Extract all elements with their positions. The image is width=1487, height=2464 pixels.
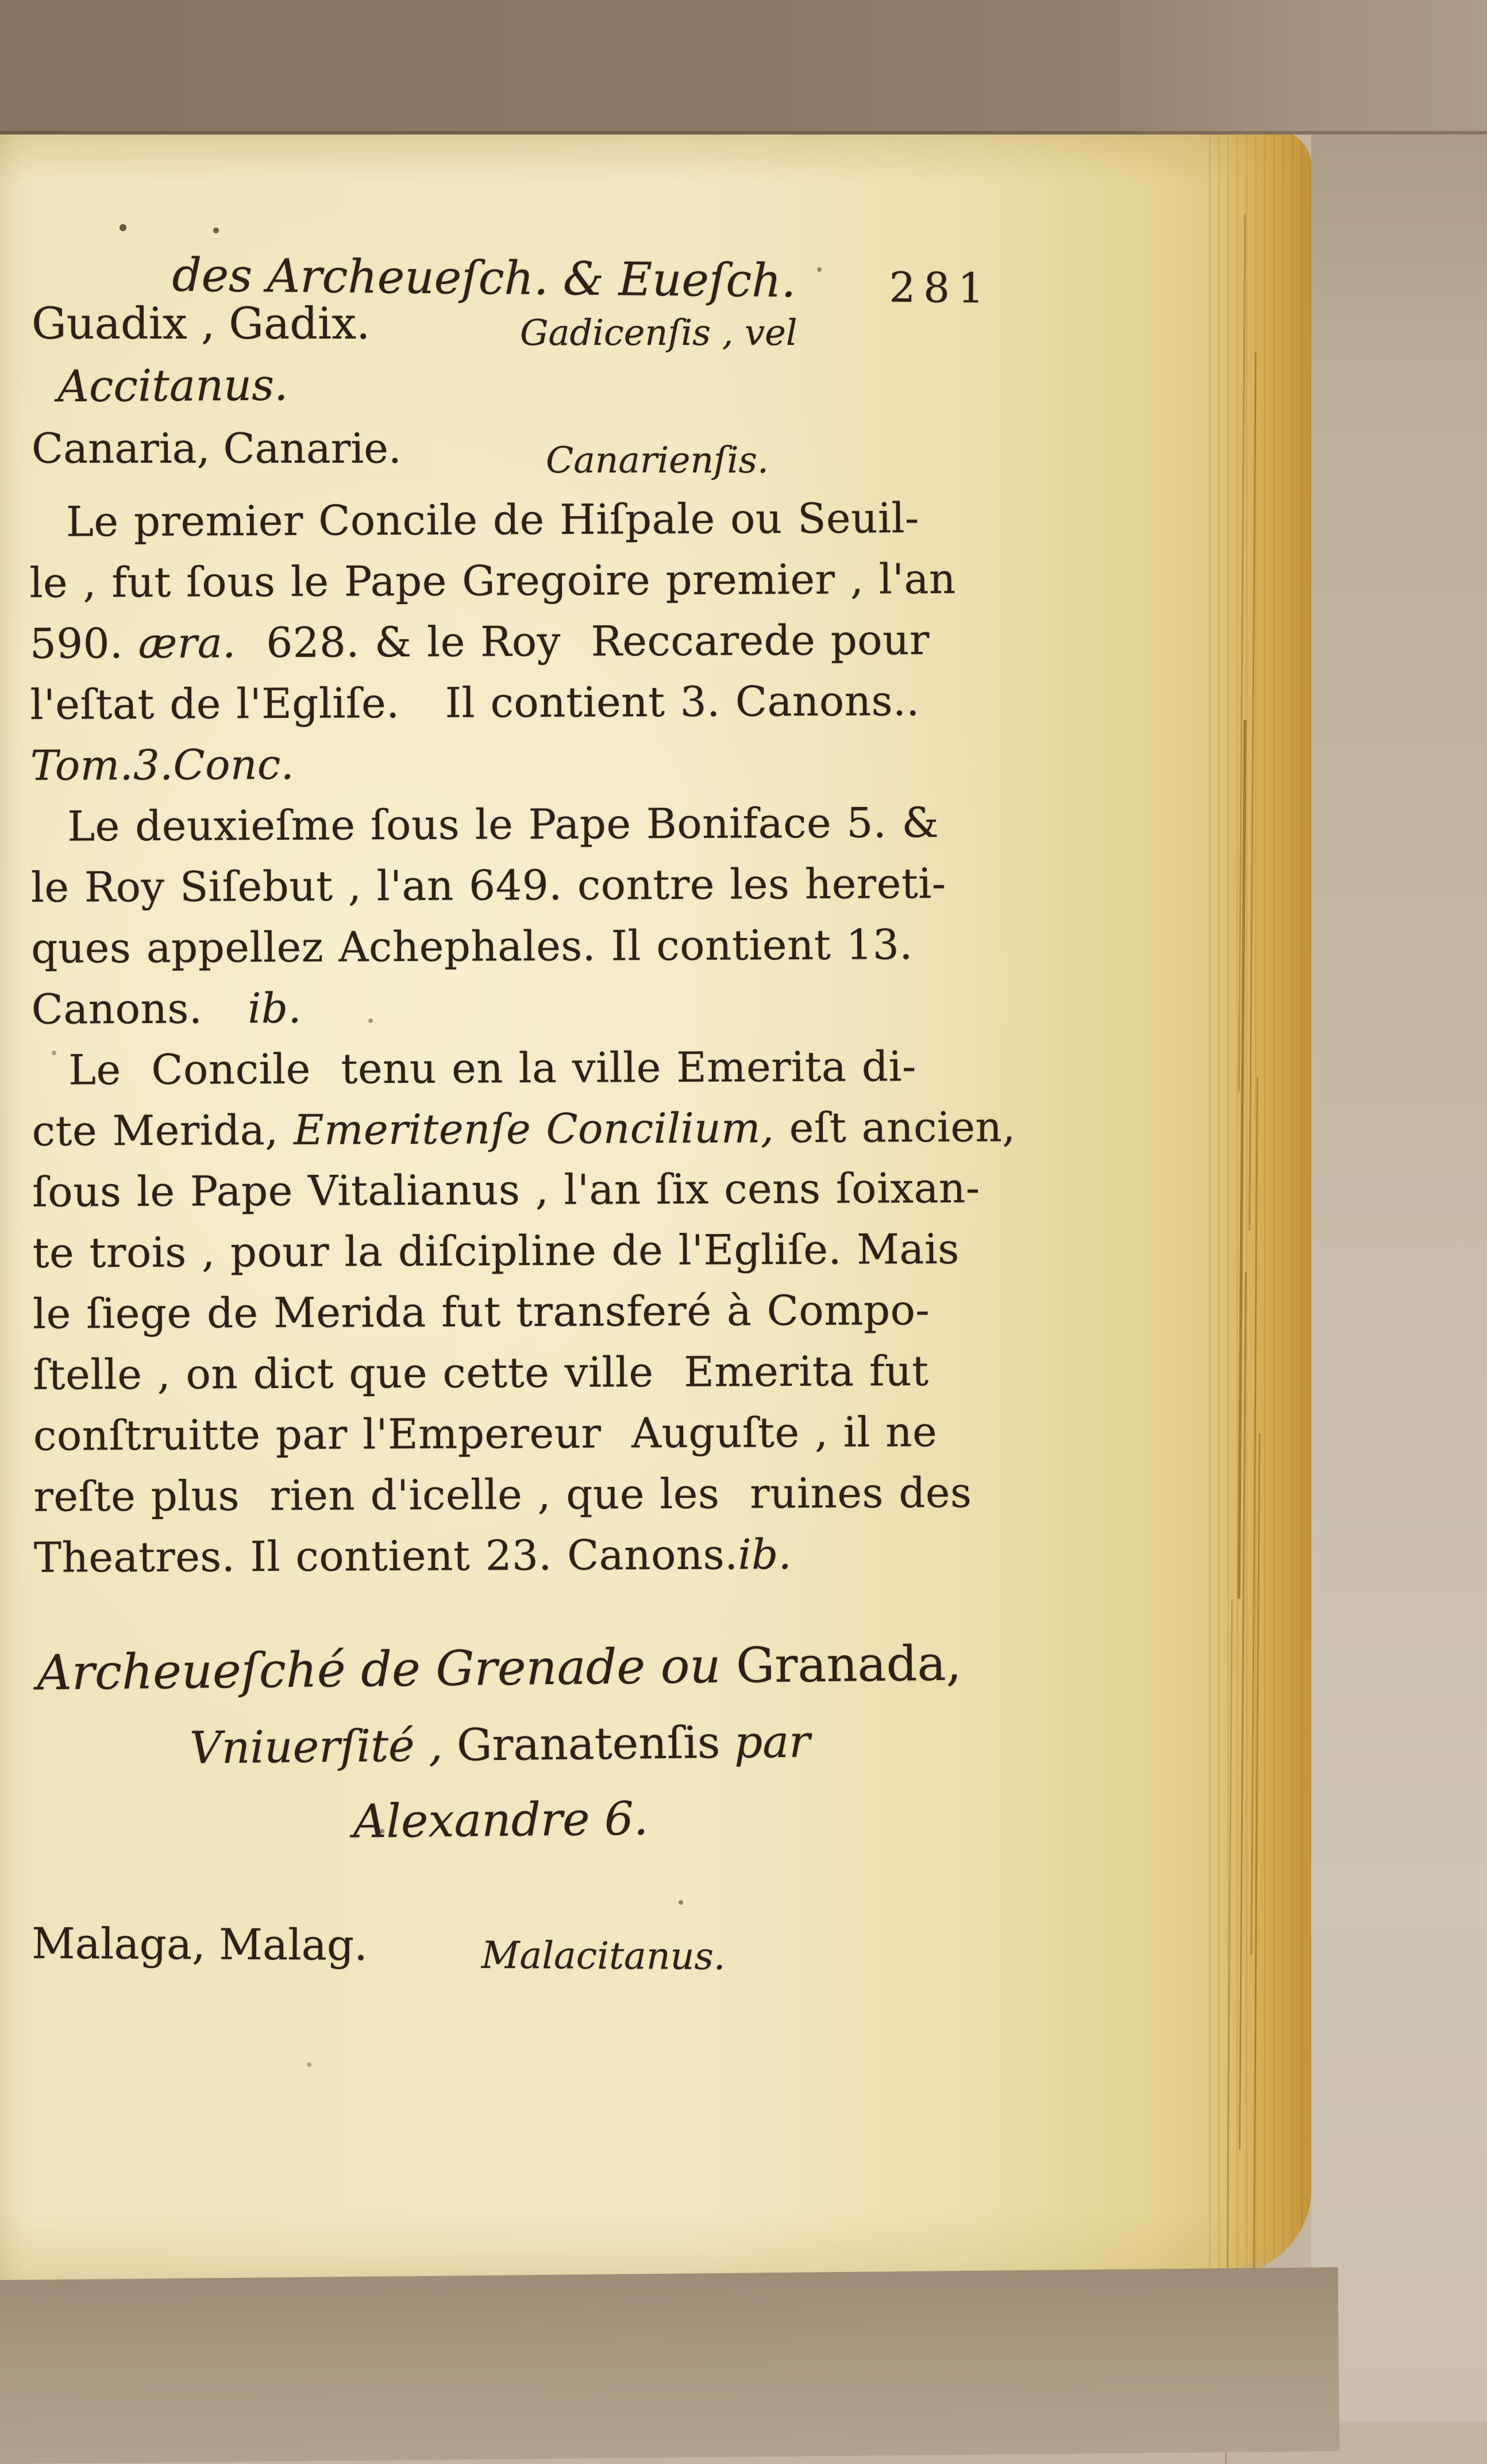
running-title: des Archeueſch. & Eueſch. xyxy=(172,248,796,308)
text-segment: Le Concile tenu en la ville Emerita di- xyxy=(68,1042,916,1094)
citation: Tom.3.Conc. xyxy=(30,740,295,790)
body-line xyxy=(31,913,1042,979)
entry-name: Guadix , Gadix. xyxy=(32,298,371,349)
body-line xyxy=(33,1340,1044,1405)
body-line xyxy=(30,791,1042,857)
body-line xyxy=(31,852,1042,918)
entry-canaria xyxy=(0,424,1207,481)
text-segment: Theatres. Il contient 23. Canons. xyxy=(33,1530,738,1582)
text-segment: ques appellez Achephales. Il contient 13. xyxy=(31,920,913,972)
text-segment: Vniuerſité , xyxy=(189,1720,457,1774)
body-line xyxy=(30,731,1042,796)
section-heading-grenade xyxy=(16,1623,984,1863)
text-segment: Granatenſis xyxy=(456,1717,735,1771)
page-header xyxy=(0,247,1092,313)
scan-background-right xyxy=(1311,0,1487,2421)
text-segment: ſous le Pape Vitalianus , l'an ſix cens ſoixan- xyxy=(32,1163,980,1216)
body-line xyxy=(29,548,1041,613)
text-segment: ſtelle , on dict que cette ville Emerita fut xyxy=(33,1347,929,1399)
citation: ib. xyxy=(738,1530,792,1579)
text-segment: Granada, xyxy=(735,1635,962,1694)
scan-background-top xyxy=(0,0,1487,134)
latin-term: Canarienſis. xyxy=(546,439,769,481)
text-segment: le Roy Siſebut , l'an 649. contre les hereti- xyxy=(30,859,946,912)
body-line xyxy=(32,1096,1043,1162)
latin-term: Gadicenſis , vel xyxy=(520,312,798,353)
entry-name: Canaria, Canarie. xyxy=(32,424,402,472)
text-segment: 590. xyxy=(29,619,138,668)
text-segment: Alexandre 6. xyxy=(353,1792,649,1848)
body-line xyxy=(29,487,1041,552)
text-segment: le ſiege de Merida fut transferé à Compo- xyxy=(32,1286,930,1338)
text-segment: reſte plus rien d'icelle , que les ruines des xyxy=(33,1468,972,1521)
latin-term: Emeritenſe Concilium, xyxy=(293,1104,775,1154)
text-segment: 628. & le Roy Reccarede pour xyxy=(236,616,930,667)
body-text xyxy=(29,487,1045,1588)
scan-background-bottom xyxy=(0,2267,1339,2464)
body-line xyxy=(30,609,1041,674)
text-segment: Archeueſché de Grenade ou xyxy=(36,1637,737,1701)
page-number: 281 xyxy=(889,263,993,313)
text-segment: conſtruitte par l'Empereur Auguſte , il ne xyxy=(33,1407,938,1460)
heading-line xyxy=(16,1623,982,1713)
latin-term-continued: Accitanus. xyxy=(57,359,288,412)
fore-edge-streaks xyxy=(1238,720,1247,1599)
book-page xyxy=(0,128,1311,2280)
body-line xyxy=(33,1462,1045,1527)
body-line xyxy=(32,1157,1043,1223)
heading-line xyxy=(17,1703,983,1788)
text-segment: Le deuxieſme ſous le Pape Boniface 5. & xyxy=(67,798,939,851)
text-segment: Le premier Concile de Hiſpale ou Seuil- xyxy=(66,494,919,546)
body-line xyxy=(33,1401,1045,1466)
text-segment: par xyxy=(734,1716,811,1769)
body-line xyxy=(32,974,1043,1040)
entry-guadix xyxy=(0,298,1207,353)
entry-malaga xyxy=(0,1919,1207,1979)
text-segment: Canons. xyxy=(31,984,248,1033)
latin-term: æra. xyxy=(138,618,236,668)
body-line xyxy=(34,1523,1045,1588)
body-line xyxy=(30,670,1041,735)
page-fore-edge xyxy=(1209,128,1311,2280)
text-segment: le , fut ſous le Pape Gregoire premier , l'an xyxy=(29,554,956,607)
citation: ib. xyxy=(248,983,302,1033)
body-line xyxy=(32,1035,1043,1101)
latin-term: Malacitanus. xyxy=(481,1933,726,1979)
body-line xyxy=(33,1279,1044,1344)
entry-name: Malaga, Malag. xyxy=(31,1919,368,1970)
text-segment: te trois , pour la diſcipline de l'Egliſe. Mais xyxy=(32,1224,960,1277)
text-segment: cte Merida, xyxy=(32,1105,294,1155)
text-segment: l'eſtat de l'Egliſe. Il contient 3. Canons.. xyxy=(30,676,920,729)
heading-line xyxy=(18,1778,984,1863)
text-segment: eſt ancien, xyxy=(774,1102,1016,1152)
body-line xyxy=(32,1218,1043,1283)
